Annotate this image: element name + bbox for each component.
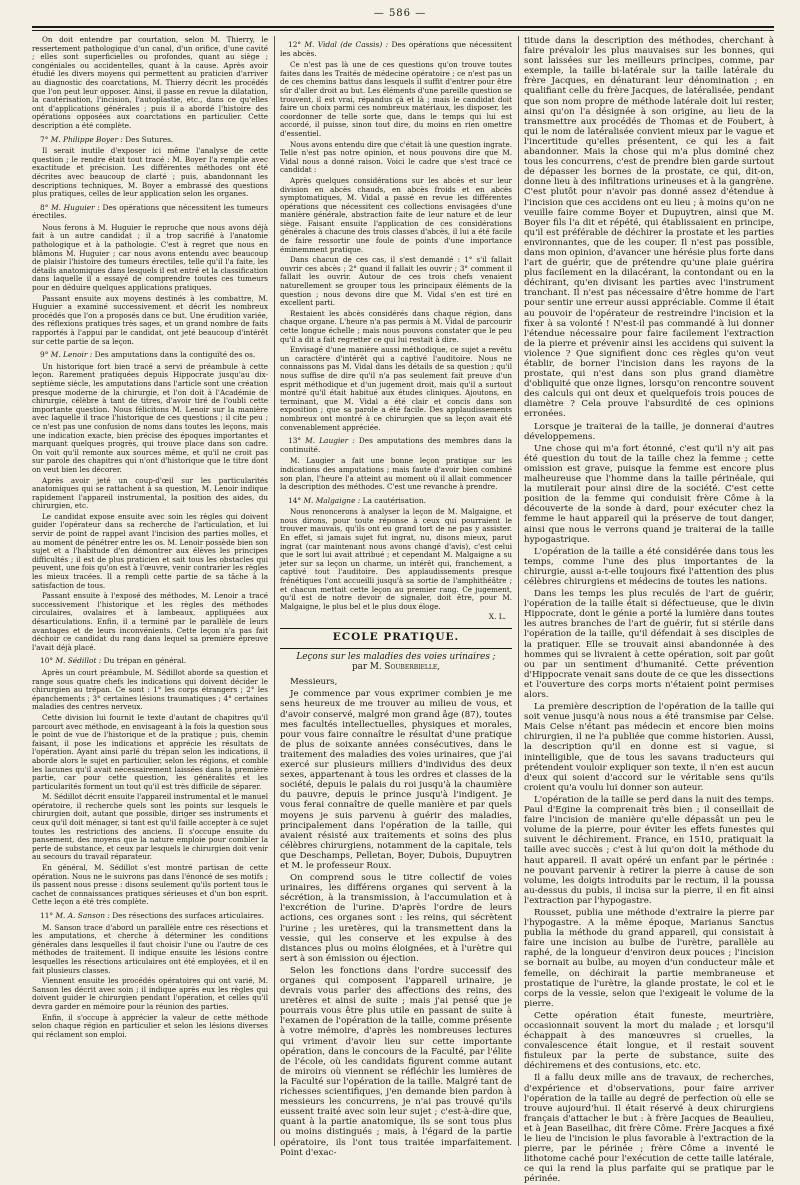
section-topic: Des amputations des membres dans la continuité. xyxy=(280,436,512,454)
section-heading xyxy=(32,912,268,921)
author-prefix: par M. xyxy=(351,662,382,673)
section-divider xyxy=(280,648,512,649)
page-number: — 586 — xyxy=(373,8,427,19)
section-number: 8° xyxy=(40,202,49,212)
column-divider xyxy=(518,36,519,1146)
paragraph: Après quelques considérations sur les abcès et sur leur division en abcès chauds, en abcès froids et en abcès symptomatiques, M. Vidal a passé en revue les différentes opérations que nécessitent ces collections envisagées d'une manière générale, abstraction faite de leur nature et de leur siège. Faisant ensuite l'application de ces considérations générales à chacune des trois classes d'abcès, il lui a été facile de faire ressortir une foule de points d'une importance éminemment pratique. xyxy=(280,175,512,254)
paragraph: Selon les fonctions dans l'ordre successif des organes qui composent l'appareil urinaire, je devrais vous parler des affections des reins, des uretères et ainsi de suite ; mais j'ai pensé que je pourrais vous être plus utile en passant de suite à l'examen de l'opération de la taille, comme présente à votre mémoire, d'après les nombreuses lectures qui vriment d'avoir lieu sur cette importante opération, dans le concours de la Faculté, par l'élite de l'école, où les candidats figurent comme autant de miroirs où viennent se réfléchir les lumières de la Faculté sur l'opération de la taille. Malgré tant de richesses scientifiques, j'en demande bien pardon à messieurs les concurrens, je n'ai pas trouvé qu'ils eussent traité avec soin leur sujet ; c'est-à-dire que, quant à la partie anatomique, ils se sont tous plus ou moins distingués ; mais, à l'égard de la partie opératoire, ils l'ont tous traitée imparfaitement. Point d'exac- xyxy=(280,965,512,1158)
header-rule xyxy=(32,26,774,28)
candidate-name: M. Sédillot : xyxy=(55,656,102,666)
paragraph: Dans les temps les plus reculés de l'art de guérir, l'opération de la taille était si défectueuse, que le divin Hippocrate, dont le génie a porté la lumière dans toutes les autres branches de l'art de guérir, fut si stérile dans l'opération de la taille, qu'il défendait à ses disciples de la pratiquer. Elle se trouvait ainsi abandonnée à des hommes qui se livraient à cette opération, soit par goût ou par un sentiment d'humanité. Cette prévention d'Hippocrate venait sans doute de ce que les dissections et l'ouverture des corps morts n'étaient point permises alors. xyxy=(524,589,774,700)
paragraph: Enfin, il s'occupe à apprécier la valeur de cette méthode selon chaque région en particulier et selon les lésions diverses qui réclament son emploi. xyxy=(32,1012,268,1039)
section-number: 7° xyxy=(40,134,49,144)
paragraph: Il a fallu deux mille ans de travaux, de recherches, d'expérience et d'observations, pour faire arriver l'opération de la taille au degré de perfection où elle se trouve aujourd'hui. Il était réservé à deux chirurgiens français d'attacher le but : à frère Jacques de Beaulieu, et à Jean Baseilhac, dit frère Côme. Frère Jacques a fixé le lieu de l'incision le plus favorable à l'extraction de la pierre, par le périnée ; frère Côme a inventé le lithotome caché pour l'exécution de cette taille latérale, ce qui la rend la plus parfaite qui se pratique par le périnée. xyxy=(524,1073,774,1185)
paragraph: Nous ferons à M. Huguier le reproche que nous avons déjà fait à un autre candidat ; il a trop sacrifié à l'anatomie pathologique et à la pathologie. C'est à regret que nous en blâmons M. Huguier ; car nous avons entendu avec beaucoup de plaisir l'histoire des tumeurs érectiles, telle qu'il l'a faite, les détails anatomiques dans lesquels il est entré et la classification dans laquelle il a essayé de comprendre toutes ces tumeurs pour en déduire quelques applications pratiques. xyxy=(32,222,268,293)
section-topic: Des résections des surfaces articulaires. xyxy=(112,911,265,920)
paragraph: M. Sanson trace d'abord un parallèle entre ces résections et les amputations, et cherche à déterminer les conditions générales dans lesquelles il faut choisir l'une ou l'autre de ces méthodes de traitement. Il indique ensuite les lésions contre lesquelles les résections articulaires ont été employées, et il en fait plusieurs classes. xyxy=(32,922,268,975)
candidate-name: M. Philippe Boyer : xyxy=(50,134,123,144)
paragraph: Passant ensuite aux moyens destinés à les combattre, M. Huguier a examiné successivement et décrit les nombreux procédés que l'on a proposés dans ce but. Une érudition variée, des réflexions pratiques très sages, et un grand nombre de faits rapportés à l'appui par le candidat, ont jeté beaucoup d'intérêt sur cette partie de sa leçon. xyxy=(32,293,268,346)
paragraph: En général, M. Sédillot s'est montré partisan de cette opération. Nous ne le suivrons pas dans l'énoncé de ses motifs ; ils passent nous presse : disons seulement qu'ils portent tous le cachet de connaissances pratiques sérieuses et d'un bon esprit. Cette leçon a été très complète. xyxy=(32,863,268,907)
column-middle xyxy=(280,36,512,1158)
section-topic: Des Sutures. xyxy=(125,134,174,144)
paragraph: L'opération de la taille a été considérée dans tous les temps, comme l'une des plus importantes de la chirurgie, aussi a-t-elle toujours fixé l'attention des plus célèbres chirurgiens et médecins de toutes les nations. xyxy=(524,546,774,587)
paragraph: Ce n'est pas là une de ces questions qu'on trouve toutes faites dans les Traités de médecine opératoire ; ce n'est pas un de ces chemins battus dans lesquels il suffit d'entrer pour être sûr d'aller droit au but. Les éléments d'une pareille question se trouvent, il est vrai, répandus çà et là ; mais le candidat doit faire un choix parmi ces nombreux matériaux, les disposer, les coordonner de telle sorte que, dans le temps qui lui est accordé, il puisse, sinon tout dire, du moins en rien omettre d'essentiel. xyxy=(280,60,512,138)
paragraph: Rousset, publia une méthode d'extraire la pierre par l'hypogastre. A la même époque, Marianus Sanctus publia la méthode du grand appareil, qui consistait à faire une incision au bulbe de l'urètre, parallèle au raphé, de la longueur d'environ deux pouces ; l'incision se bornait au bulbe, au moyen d'un conducteur mâle et femelle, on déchirait la partie membraneuse et prostatique de l'urètre, la glande prostate, le col et le corps de la vessie, selon que l'exigeait le volume de la pierre. xyxy=(524,907,774,1009)
paragraph: La première description de l'opération de la taille qui soit venue jusqu'à nous nous a été transmise par Celse. Mais Celse n'étant pas médecin et encore bien moins chirurgien, il ne l'a publiée que comme historien. Aussi, la description qu'il en donne est si vague, si inintelligible, que de tous les savans traducteurs qui prétendent vouloir expliquer son texte, il n'en est aucun d'eux qui soient d'accord sur le véritable sens qu'ils croient qu'a voulu lui donner son auteur. xyxy=(524,702,774,793)
paragraph: Cette division lui fournit le texte d'autant de chapitres qu'il parcourt avec méthode, en envisageant à la fois la question sous le point de vue de l'historique et de la pratique ; puis, chemin faisant, il pose les indications et apprécie les résultats de l'opération. Ayant ainsi parlé du trépan selon les indications, il aborde alors le sujet en particulier, selon les régions, et comble les lacunes qu'il avait nécessairement laissées dans la première partie, car pour cette question, les généralités et les particularités forment un tout qu'il est très difficile de séparer. xyxy=(32,712,268,791)
paragraph: Nous avons entendu dire que c'était là une question ingrate. Telle n'est pas notre opinion, et nous pouvons dire que M. Vidal nous a donné raison. Voici le cadre que s'est tracé ce candidat : xyxy=(280,139,512,175)
paragraph: M. Laugier a fait une bonne leçon pratique sur les indications des amputations ; mais faute d'avoir bien combiné son plan, l'heure l'a atteint au moment où il allait commencer la description des méthodes. C'est une revanche à prendre. xyxy=(280,456,512,492)
paragraph: M. Sédillot décrit ensuite l'appareil instrumental et le manuel opératoire, il recherche quels sont les points sur lesquels le chirurgien doit, autant que possible, diriger ses instruments et ceux qu'il doit ménager, si tant est qu'il faille accepter à ce sujet toutes les restrictions des anciens. Il s'occupe ensuite du pansement, des moyens que la nature emploie pour combler la perte de substance, et ceux par lesquels le chirurgien doit venir au secours du travail réparateur. xyxy=(32,792,268,862)
column-left xyxy=(32,36,268,1148)
section-topic: La cautérisation. xyxy=(362,495,426,505)
section-number: 9° xyxy=(40,350,49,360)
paragraph: Après un court préambule, M. Sédillot aborde sa question et range sous quatre chefs les indications qui doivent décider le chirurgien au trépan. Ce sont : 1° les corps étrangers ; 2° les épanchements ; 3° certaines lésions traumatiques ; 4° certaines maladies des centres nerveux. xyxy=(32,667,268,712)
column-right xyxy=(524,36,774,1185)
section-heading xyxy=(32,351,268,360)
section-topic: Des opérations que nécessitent les tumeurs érectiles. xyxy=(32,202,268,221)
candidate-name: M. Vidal (de Cassis) : xyxy=(304,40,389,49)
candidate-name: M. Laugier : xyxy=(305,436,355,446)
column-divider xyxy=(274,36,275,1146)
paragraph: L'opération de la taille se perd dans la nuit des temps. Paul d'Egine la comprenait très bien ; il conseillait de faire l'incision de manière qu'elle dépassât un peu le volume de la pierre, pour éviter les effets funestes qui suivent le déchirement. France, en 1510, pratiquait la taille avec succès ; c'est à lui qu'on doit la méthode du haut appareil. Il avait opéré un enfant par le périnée : ne pouvant parvenir à retirer la pierre à cause de son volume, les doigts introduits par le rectum, il la poussa au-dessus du pubis, il incisa sur la pierre, il en fit ainsi l'extraction par l'hypogastre. xyxy=(524,794,774,906)
section-heading xyxy=(32,204,268,221)
candidate-name: M. A. Sanson : xyxy=(55,911,110,920)
paragraph: On comprend sous le titre collectif de voies urinaires, les différens organes qui servent à la sécrétion, à la transmission, à l'accumulation et à l'excrétion de l'urine. D'après l'ordre de leurs actions, ces organes sont : les reins, qui sécrètent l'urine ; les uretères, qui la transmettent dans la vessie, qui les conserve et les expulse à des distances plus ou moins éloignées, et à l'urètre qui sert à son émission ou éjection. xyxy=(280,873,512,964)
paragraph: Dans chacun de ces cas, il s'est demandé : 1° s'il fallait ouvrir ces abcès ; 2° quand il fallait les ouvrir ; 3° comment il fallait les ouvrir. Autour de ces trois chefs venaient naturellement se grouper tous les principaux éléments de la question ; nous devons dire que M. Vidal s'en est tiré en excellent parti. xyxy=(280,255,512,308)
lecture-title: Leçons sur les maladies des voies urinaires ; xyxy=(296,651,496,662)
author-name: Souberbielle, xyxy=(384,662,441,673)
section-title: ECOLE PRATIQUE. xyxy=(332,631,460,643)
lecture-author xyxy=(280,663,512,672)
section-heading xyxy=(280,437,512,454)
candidate-name: M. Lenoir : xyxy=(50,350,93,360)
paragraph: titude dans la description des méthodes, cherchant à faire prévaloir les plus mauvaises sur les bonnes, qui sont laissées sur les meilleurs principes, comme, par exemple, la taille bi-latérale sur la taille latérale du frère Jacques, en dénaturant leur dénomination ; en qualifiant celle du frère Jacques, de latéralisée, pendant que son nom propre de méthode latérale doit lui rester, ainsi qu'on l'a désignée à son origine, au lieu de la transmettre aux procédés de Thomas et de Foubert, à qui le nom de latéralisée convient mieux par le vague et l'incertitude qu'elles présentent, ce qui les a fait abandonner. Mais la chose qui m'a plus dominé chez tous les concurrens, c'est de prendre bien garde surtout de dépasser les bornes de la prostate, ce qui, dit-on, donne lieu à des infiltrations urineuses et à la gangrène. C'est plutôt pour n'avoir pas donné assez d'étendue à l'incision que ces accidens ont eu lieu ; à moins qu'on ne veuille faire comme Boyer et Dupuytren, ainsi que M. Boyer fils l'a dit et répété, qui établissaient en principe, qu'il est préférable de déchirer la prostate et les parties environnantes, que de les couper. Il n'est pas possible, dans mon opinion, d'avancer une hérésie plus forte dans l'art de guérir, que de prétendre qu'une plaie guérira plus facilement en la dilacérant, la contondant ou en la déchirant, qu'en divisant les parties avec l'instrument tranchant. Il n'est pas nécessaire d'être homme de l'art pour sentir une erreur aussi appréciable. Comme il était au pouvoir de l'opérateur de restreindre l'incision et la fixer à sa volonté ! N'est-il pas commandé à lui donner l'étendue nécessaire pour faire facilement l'extraction de la pierre et prévenir ainsi les accidens qui suivent la violence ? Que signifient donc ces règles qu'on veut établir, de borner l'incision dans les rayons de la prostate, qui n'est dans son plus grand diamètre d'obliquité que onze lignes, lorsqu'on rencontre souvent des calculs qui ont deux et quelquefois trois pouces de diamètre ? Cela prouve l'absurdité de ces opinions erronées. xyxy=(524,36,774,420)
section-topic: Des opérations que nécessitent les abcès. xyxy=(280,40,512,58)
section-number: 11° xyxy=(40,911,54,920)
section-number: 10° xyxy=(40,656,54,666)
section-number: 13° xyxy=(288,436,302,446)
paragraph: Un historique fort bien tracé a servi de préambule à cette leçon. Rarement pratiquées depuis Hippocrate jusqu'au dix-septième siècle, les amputations dans l'article sont une création presque moderne de la chirurgie, et l'on doit à l'Académie de chirurgie, célèbre à tant de titres, d'avoir tiré de l'oubli cette importante question. Nous félicitons M. Lenoir sur la manière avec laquelle il trace l'historique de ces questions ; il cite peu ; ce n'est pas une confusion de noms dans toutes les leçons, mais une indication exacte, bien précise des époques importantes et marquant quelques progrès, qui trouve place dans son cadre. On voit qu'il remonte aux sources même, et qu'il ne croit pas sur parole des chapitres qui n'ont d'historique que le titre dont on veut bien les décorer. xyxy=(32,361,268,474)
section-heading xyxy=(280,497,512,506)
section-divider xyxy=(280,628,512,629)
section-heading xyxy=(32,657,268,666)
article-signature: X. L. xyxy=(488,612,506,622)
paragraph: Il serait inutile d'exposer ici même l'analyse de cette question ; le rendre était tout tracé : M. Boyer l'a remplie avec exactitude et précision. Les différentes méthodes ont été décrites avec beaucoup de clarté ; puis, abandonnant les descriptions techniques, M. Boyer a embrassé des questions plus pratiques, celles de leur application selon les organes. xyxy=(32,146,268,199)
paragraph: Lorsque je traiterai de la taille, je donnerai d'autres développemens. xyxy=(524,421,774,442)
section-topic: Des amputations dans la contiguïté des os. xyxy=(94,350,256,360)
header-rule-thin xyxy=(32,30,774,31)
candidate-name: M. Huguier : xyxy=(51,202,100,212)
paragraph: Viennent ensuite les procédés opératoires qui ont varié, M. Sanson les décrit avec soin ; il indique après eux les règles qui doivent guider le chirurgien pendant l'opération, et celles qu'il devra garder en mémoire pour la réunion des parties. xyxy=(32,976,268,1011)
paragraph: Le candidat expose ensuite avec soin les règles qui doivent guider l'opérateur dans sa recherche de l'articulation, et lui servir de point de rappel avant l'incision des parties molles, et au moment de pénétrer entre les os. M. Lenoir possède bien son sujet et a l'habitude d'en démontrer aux élèves les principes difficultés ; il est de plus praticien et sait tous les obstacles qui peuvent, une fois qu'on est à l'œuvre, venir contrarier les règles les mieux tracées. Il a rempli cette partie de sa tâche à la satisfaction de tous. xyxy=(32,511,268,590)
section-number: 14° xyxy=(288,495,302,505)
paragraph: Cette opération était funeste, meurtrière, occasionnait souvent la mort du malade ; et lorsqu'il échappait à des manœuvres si cruelles, la convalescence était longue, et il restait souvent fistuleux par la perte de substance, suite des déchiremens et des contusions, etc. etc. xyxy=(524,1010,774,1072)
paragraph: On doit entendre par courtation, selon M. Thierry, le ressertement pathologique d'un canal, d'un orifice, d'une cavité ; elles sont superficielles ou profondes, quant au siège ; congéniales ou accidentelles, quant à la cause. Après avoir étudié les divers moyens qui permettent au praticien d'arriver au diagnostic des coarctations, M. Thierry décrit les procédés que l'on peut leur opposer. Ainsi, il passe en revue la dilatation, la cautérisation, l'incision, l'autoplastie, etc., dans ce qu'elles ont d'applications générales ; puis il a abordé l'histoire des opérations opposées aux coarctations en particulier. Cette description a été complète. xyxy=(32,35,268,130)
section-topic: Du trépan en général. xyxy=(103,656,187,666)
salutation: Messieurs, xyxy=(290,676,338,687)
section-heading xyxy=(280,41,512,58)
paragraph: Restaient les abcès considérés dans chaque région, dans chaque organe. L'heure n'a pas permis à M. Vidal de parcourir cette longue échelle ; mais nous pouvons constater que le peu qu'il a dit a fait regretter ce qui lui restait à dire. xyxy=(280,308,512,344)
section-number: 12° xyxy=(288,40,302,49)
paragraph: Passant ensuite à l'exposé des méthodes, M. Lenoir a tracé successivement l'historique et les règles des méthodes circulaires, ovalaires et à lambeaux, appliquées aux désarticulations. Enfin, il a terminé par le parallèle de leurs avantages et de leurs inconvénients. Cette leçon n'a pas fait déchoir ce candidat du rang dans lequel sa première épreuve l'avait déjà placé. xyxy=(32,591,268,652)
paragraph: Nous renoncerons à analyser la leçon de M. Malgaigne, et nous dirons, pour toute réponse à ceux qui pourraient le trouver mauvais, qu'ils ont eu grand tort de ne pas y assister. En effet, si jamais sujet fut ingrat, nu, disons mieux, parut ingrat (car maintenant nous avons changé d'avis), c'est celui que le sort lui avait attribué ; et cependant M. Malgaigne a su jeter sur sa leçon un charme, un intérêt qui, franchement, a captivé tout l'auditoire. Des applaudissements presque frénétiques l'ont accueilli jusqu'à sa sortie de l'amphithéâtre ; et chacun mettait cette leçon au premier rang. Ce jugement, qu'il est de notre devoir de signaler, doit être, pour M. Malgaigne, le plus bel et le plus doux éloge. xyxy=(280,507,512,611)
candidate-name: M. Malgaigne : xyxy=(303,495,361,505)
section-heading xyxy=(32,136,268,145)
paragraph: Une chose qui m'a fort étonné, c'est qu'il n'y ait pas été question du tout de la taille chez la femme ; cette omission est grave, puisque la femme est encore plus malheureuse que l'homme dans la taille périnéale, qui la mutilerait pour ainsi dire de la société. C'est cette position de la femme qui conduisit frère Côme à la découverte de la sonde à dard, pour exécuter chez la femme le haut appareil qui la préserve de tout danger, ainsi que nous le verrons quand je traiterai de la taille hypogastrique. xyxy=(524,443,774,545)
paragraph: Envisagé d'une manière aussi méthodique, ce sujet a revêtu un caractère d'intérêt qui a captivé l'auditoire. Nous ne connaissons pas M. Vidal dans les détails de sa question ; qu'il nous suffise de dire qu'il n'a pas seulement fait preuve d'un esprit méthodique et d'un jugement droit, mais qu'il a surtout montré qu'il était habitué aux études cliniques. Ajoutons, en terminant, que M. Vidal a été clair et concis dans son exposition ; que sa parole a été facile. Des applaudissements nombreux ont montré à ce chirurgien que sa leçon avait été convenablement appréciée. xyxy=(280,345,512,432)
paragraph: Après avoir jeté un coup-d'œil sur les particularités anatomiques qui se rattachent à sa question, M. Lenoir indique rapidement l'appareil instrumental, la position des aides, du chirurgien, etc. xyxy=(32,475,268,511)
paragraph: Je commence par vous exprimer combien je me sens heureux de me trouver au milieu de vous, et d'avoir conservé, malgré mon grand âge (87), toutes mes facultés intellectuelles, physiques et morales, pour vous faire connaître le résultat d'une pratique de plus de soixante années consécutives, dans le traitement des maladies des voies urinaires, que j'ai exercé sur plusieurs milliers d'individus des deux sexes, appartenant à tous les ordres et classes de la société, depuis le palais du roi jusqu'à la chaumière du pauvre, depuis le prince jusqu'à l'indigent. Je vous ferai connaître de quelle manière et par quels moyens je suis parvenu à guérir des maladies, principalement dans l'opération de la taille, qui avaient résisté aux traitements et soins des plus célèbres chirurgiens, notamment de la capitale, tels que Deschamps, Pelletan, Boyer, Dubois, Dupuytren et M. le professeur Roux. xyxy=(280,689,512,871)
